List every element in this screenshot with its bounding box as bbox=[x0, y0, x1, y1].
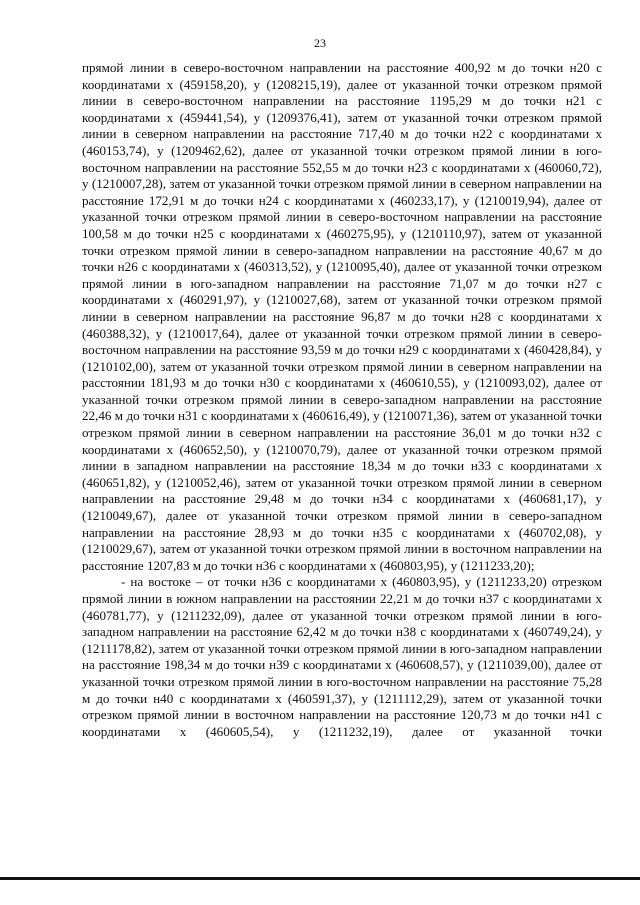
bottom-rule bbox=[0, 877, 640, 880]
document-body bbox=[82, 60, 602, 740]
page-number: 23 bbox=[314, 36, 326, 50]
paragraph-north-boundary: прямой линии в северо-восточном направлении на расстояние 400,92 м до точки н20 с координатами x (459158,20), y (1208215,19), далее от указанной точки отрезком прямой линии в северо-восточном направлении на расстояние 1195,29 м до точки н21 с координатами x (459441,54), y (1209376,41), затем от указанной точки отрезком прямой линии в северном направлении на расстояние 717,40 м до точки н22 с координатами x (460153,74), y (1209462,62), далее от указанной точки отрезком прямой линии в юго-восточном направлении на расстояние 552,55 м до точки н23 с координатами x (460060,72), y (1210007,28), затем от указанной точки отрезком прямой линии в северном направлении на расстояние 172,91 м до точки н24 с координатами x (460233,17), y (1210019,94), далее от указанной точки отрезком прямой линии в северо-восточном направлении на расстояние 100,58 м до точки н25 с координатами x (460275,95), y (1210110,97), затем от указанной точки отрезком прямой линии в северо-западном направлении на расстояние 40,67 м до точки н26 с координатами x (460313,52), y (1210095,40), далее от указанной точки отрезком прямой линии в юго-западном направлении на расстояние 71,07 м до точки н27 с координатами x (460291,97), y (1210027,68), затем от указанной точки отрезком прямой линии в северном направлении на расстояние 96,87 м до точки н28 с координатами x (460388,32), y (1210017,64), далее от указанной точки отрезком прямой линии в северо-восточном направлении на расстояние 93,59 м до точки н29 с координатами x (460428,84), y (1210102,00), затем от указанной точки отрезком прямой линии в северном направлении на расстоянии 181,93 м до точки н30 с координатами x (460610,55), y (1210093,02), далее от указанной точки отрезком прямой линии в северо-западном направлении на расстояние 22,46 м до точки н31 с координатами x (460616,49), y (1210071,36), затем от указанной точки отрезком прямой линии в северном направлении на расстояние 36,01 м до точки н32 с координатами x (460652,50), y (1210070,79), далее от указанной точки отрезком прямой линии в западном направлении на расстояние 18,34 м до точки н33 с координатами x (460651,82), y (1210052,46), затем от указанной точки отрезком прямой линии в северном направлении на расстояние 29,48 м до точки н34 с координатами x (460681,17), y (1210049,67), далее от указанной точки отрезком прямой линии в северо-западном направлении на расстояние 28,93 м до точки н35 с координатами x (460702,08), y (1210029,67), затем от указанной точки отрезком прямой линии в восточном направлении на расстояние 1207,83 м до точки н36 с координатами x (460803,95), y (1211233,20); bbox=[82, 60, 602, 573]
paragraph-east-boundary: - на востоке – от точки н36 с координатами x (460803,95), y (1211233,20) отрезком прямой линии в южном направлении на расстоянии 22,21 м до точки н37 с координатами x (460781,77), y (1211232,09), далее от указанной точки отрезком прямой линии в юго-западном направлении на расстояние 62,42 м до точки н38 с координатами x (460749,24), y (1211178,82), затем от указанной точки отрезком прямой линии в юго-западном направлении на расстояние 198,34 м до точки н39 с координатами x (460608,57), y (1211039,00), далее от указанной точки отрезком прямой линии в юго-восточном направлении на расстояние 75,28 м до точки н40 с координатами x (460591,37), y (1211112,29), затем от указанной точки отрезком прямой линии в восточном направлении на расстояние 120,73 м до точки н41 с координатами x (460605,54), y (1211232,19), далее от указанной точки bbox=[82, 574, 602, 739]
